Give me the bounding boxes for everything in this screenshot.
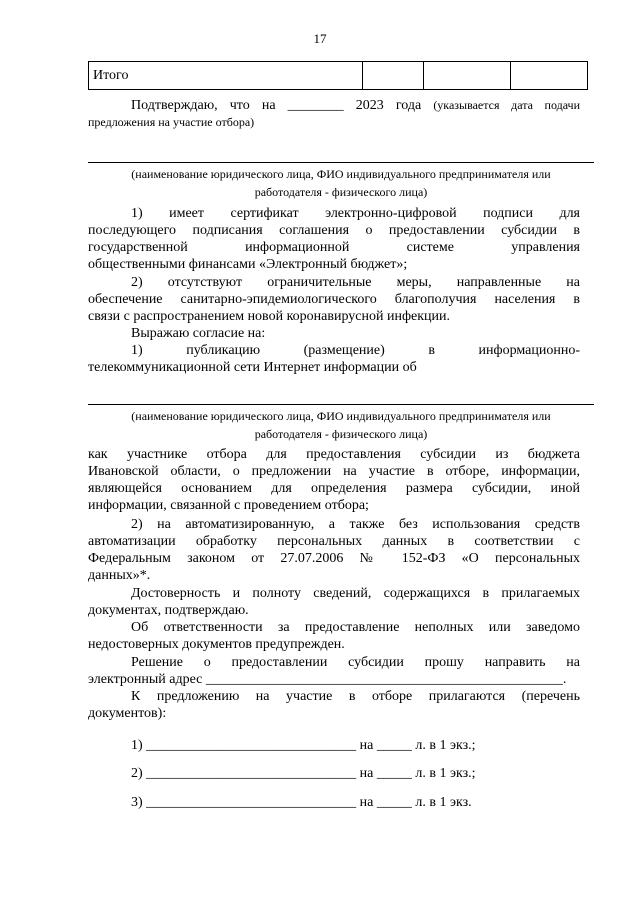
paragraph-responsibility: Об ответственности за предоставление неполных или заведомо недостоверных документов предупрежден.: [88, 620, 580, 652]
page-number: 17: [313, 31, 327, 46]
confirm-line-2: предложения на участие отбора): [88, 115, 255, 129]
doc-name-blank: ______________________________: [146, 795, 357, 810]
caption-entity-1: (наименование юридического лица, ФИО индивидуального предпринимателя или работодателя - физического лица): [131, 167, 551, 199]
confirm-paragraph: [88, 97, 580, 131]
table-cell: [363, 62, 424, 90]
paragraph-personal-data: 2) на автоматизированную, а также без использования средств автоматизации обработку персональных данных в соответствии с Федеральным законом от 27.07.2006 № 152-ФЗ «О персональных данных»*.: [88, 517, 580, 583]
paragraph-accuracy: Достоверность и полноту сведений, содержащихся в прилагаемых документах, подтверждаю.: [88, 586, 580, 618]
consent-heading: Выражаю согласие на:: [131, 326, 266, 341]
paragraph-participant: как участнике отбора для предоставления субсидии из бюджета Ивановской области, о предложении на участие в отборе, информации, являющейся основанием для определения размера субсидии, иной информации, связанной с проведением отбора;: [88, 447, 580, 513]
email-line: электронный адрес ___________________________________________________.: [88, 672, 567, 687]
table-row: [89, 62, 588, 90]
total-table: [88, 61, 588, 90]
table-cell: [511, 62, 588, 90]
doc-name-blank: ______________________________: [146, 738, 357, 753]
separator-line: [88, 162, 594, 163]
confirm-line-1: Подтверждаю, что на ________ 2023 года (указывается дата подачи: [131, 98, 581, 113]
doc-pages-blank: _____: [376, 795, 412, 810]
email-blank: ___________________________________________________.: [205, 672, 567, 687]
document-list-item: 2) ______________________________ на _____ л. в 1 экз.;: [131, 766, 476, 781]
caption-entity-2: (наименование юридического лица, ФИО индивидуального предпринимателя или работодателя - физического лица): [131, 409, 551, 441]
paragraph-attachments: К предложению на участие в отборе прилагаются (перечень документов):: [88, 689, 580, 721]
doc-pages-blank: _____: [376, 766, 412, 781]
doc-pages-blank: _____: [376, 738, 412, 753]
document-list-item: 3) ______________________________ на _____ л. в 1 экз.: [131, 795, 472, 810]
document-list-item: 1) ______________________________ на _____ л. в 1 экз.;: [131, 738, 476, 753]
separator-line: [88, 404, 594, 405]
table-cell: [424, 62, 511, 90]
paragraph-certificate: 1) имеет сертификат электронно-цифровой подписи для последующего подписания соглашения о предоставлении субсидии в государственной информационной системе управления общественными финансами «Электронный бюджет»;: [88, 206, 580, 272]
paragraph-email: Решение о предоставлении субсидии прошу направить на электронный адрес ___________________________________________________.: [88, 655, 580, 687]
total-label: Итого: [89, 62, 363, 90]
doc-name-blank: ______________________________: [146, 766, 357, 781]
paragraph-publication: 1) публикацию (размещение) в информационно- телекоммуникационной сети Интернет информации об: [88, 343, 580, 375]
paragraph-restrictions: 2) отсутствуют ограничительные меры, направленные на обеспечение санитарно-эпидемиологического благополучия населения в связи с распространением новой коронавирусной инфекции.: [88, 275, 580, 324]
